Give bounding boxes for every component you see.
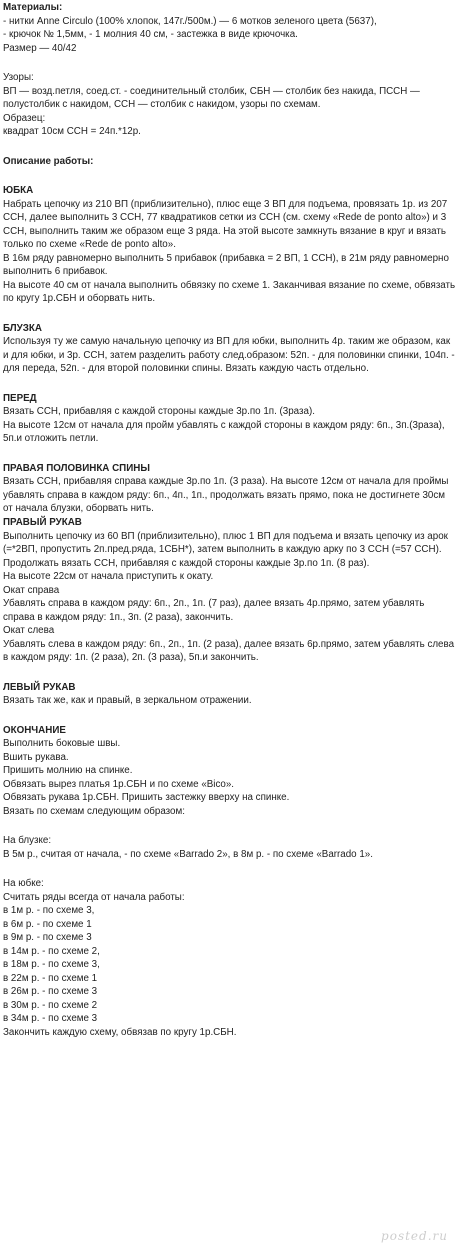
right-back-paragraph: Вязать ССН, прибавляя справа каждые 3р.по 1п. (3 раза). На высоте 12см от начала для проймы убавлять справа в каждом ряду: 6п., 4п., 1п., продолжать вязать прямо, пока не достигнете 30см от начала блузки, оборвать нить. [3,476,449,515]
document [3,1,457,1040]
description-title: Описание работы: [3,155,94,167]
patterns-title: Узоры: [3,72,34,84]
skirt-row: в 1м р. - по схеме 3, [3,905,95,917]
materials-line: - крючок № 1,5мм, - 1 молния 40 см, - застежка в виде крючочка. [3,29,298,41]
right-sleeve-paragraph: Выполнить цепочку из 60 ВП (приблизительно), плюс 1 ВП для подъема и вязать цепочку из арок (=*2ВП, пропустить 2п.пред.ряда, 1СБН*), затем выполнить в каждую арку по 3 ССН (=57 ССН). Продолжать вязать ССН, прибавляя с каждой стороны каждые 3р.по 1п. (8 раз). [3,530,448,569]
skirt-row: в 18м р. - по схеме 3, [3,959,100,971]
skirt-row: в 14м р. - по схеме 2, [3,945,100,957]
sample-value: квадрат 10см ССН = 24п.*12р. [3,126,141,138]
skirt-row: в 30м р. - по схеме 2 [3,999,98,1011]
front-paragraph: На высоте 12см от начала для пройм убавлять с каждой стороны в каждом ряду: 6п., 3п.(3раза), 5п.и отложить петли. [3,419,445,445]
patterns-text: ВП — возд.петля, соед.ст. - соединительный столбик, СБН — столбик без накида, ПССН — полустолбик с накидом, ССН — столбик с накидом, узоры по схемам. [3,85,420,111]
front-paragraph: Вязать ССН, прибавляя с каждой стороны каждые 3р.по 1п. (3раза). [3,406,315,418]
skirt-paragraph: В 16м ряду равномерно выполнить 5 прибавок (прибавка = 2 ВП, 1 ССН), в 21м ряду равномерно выполнить 6 прибавок. [3,252,449,278]
right-sleeve-paragraph: Убавлять слева в каждом ряду: 6п., 2п., 1п. (2 раза), далее вязать 6р.прямо, затем убавлять слева в каждом ряду: 1п. (2 раза), 2п. (3 раза), 5п.и закончить. [3,638,455,664]
skirt-row: в 6м р. - по схеме 1 [3,918,92,930]
right-sleeve-paragraph: На высоте 22см от начала приступить к окату. [3,571,214,583]
finish-line: Вшить рукава. [3,751,69,763]
section-title-front: ПЕРЕД [3,392,37,404]
finish-line: Обвязать рукава 1р.СБН. Пришить застежку вверху на спинке. [3,792,290,804]
watermark-logo: posted.ru [381,1229,448,1244]
right-sleeve-paragraph: Убавлять справа в каждом ряду: 6п., 2п., 1п. (7 раз), далее вязать 4р.прямо, затем убавлять справа в каждом ряду: 1п., 3п. (2 раза), закончить. [3,598,425,623]
section-title-left-sleeve: ЛЕВЫЙ РУКАВ [3,681,76,693]
section-title-blouse: БЛУЗКА [3,322,42,334]
left-sleeve-paragraph: Вязать так же, как и правый, в зеркальном отражении. [3,695,252,707]
finish-line: Обвязать вырез платья 1р.СБН и по схеме «Bico». [3,778,234,790]
skirt-row: в 34м р. - по схеме 3 [3,1013,98,1025]
skirt-row: в 9м р. - по схеме 3 [3,932,92,944]
blouse-scheme-text: В 5м р., считая от начала, - по схеме «Barrado 2», в 8м р. - по схеме «Barrado 1». [3,848,373,860]
blouse-label: На блузке: [3,835,52,847]
finish-line: Вязать по схемам следующим образом: [3,805,185,817]
section-title-skirt: ЮБКА [3,185,34,197]
closing-line: Закончить каждую схему, обвязав по кругу 1р.СБН. [3,1027,237,1038]
sample-label: Образец: [3,112,46,124]
skirt-intro: Считать ряды всегда от начала работы: [3,891,185,903]
finish-line: Пришить молнию на спинке. [3,765,133,777]
skirt-row: в 22м р. - по схеме 1 [3,972,98,984]
section-title-right-sleeve: ПРАВЫЙ РУКАВ [3,516,82,528]
section-title-right-back: ПРАВАЯ ПОЛОВИНКА СПИНЫ [3,462,150,474]
skirt-label: На юбке: [3,878,44,890]
materials-title: Материалы: [3,2,63,13]
finish-line: Выполнить боковые швы. [3,738,121,750]
blouse-paragraph: Используя ту же самую начальную цепочку из ВП для юбки, выполнить 4р. таким же образом, как и для юбки, и 3р. ССН, затем разделить работу след.образом: 52п. - для половинки спинки, 104п. - для переда, 52п. - для второй половинки спины. Вязать каждую часть отдельно. [3,336,455,375]
subheading-right-cap: Окат справа [3,584,60,596]
section-title-finish: ОКОНЧАНИЕ [3,724,66,736]
skirt-paragraph: На высоте 40 см от начала выполнить обвязку по схеме 1. Заканчивая вязание по схеме, обвязать по кругу 1р.СБН и оборвать нить. [3,279,456,305]
skirt-paragraph: Набрать цепочку из 210 ВП (приблизительно), плюс еще 3 ВП для подъема, провязать 1р. из 207 ССН, далее выполнить 3 ССН, 77 квадратиков сетки из ССН (см. схему «Rede de ponto alto») и 3 ССН, выполнить таким же образом еще 3 ряда. На этой высоте замкнуть вязание в круг и вязать только по схеме «Rede de ponto alto». [3,198,448,251]
skirt-row: в 26м р. - по схеме 3 [3,986,98,998]
materials-line: Размер — 40/42 [3,42,77,54]
subheading-left-cap: Окат слева [3,625,55,637]
materials-line: - нитки Anne Circulo (100% хлопок, 147г./500м.) — 6 мотков зеленого цвета (5637), [3,15,377,27]
